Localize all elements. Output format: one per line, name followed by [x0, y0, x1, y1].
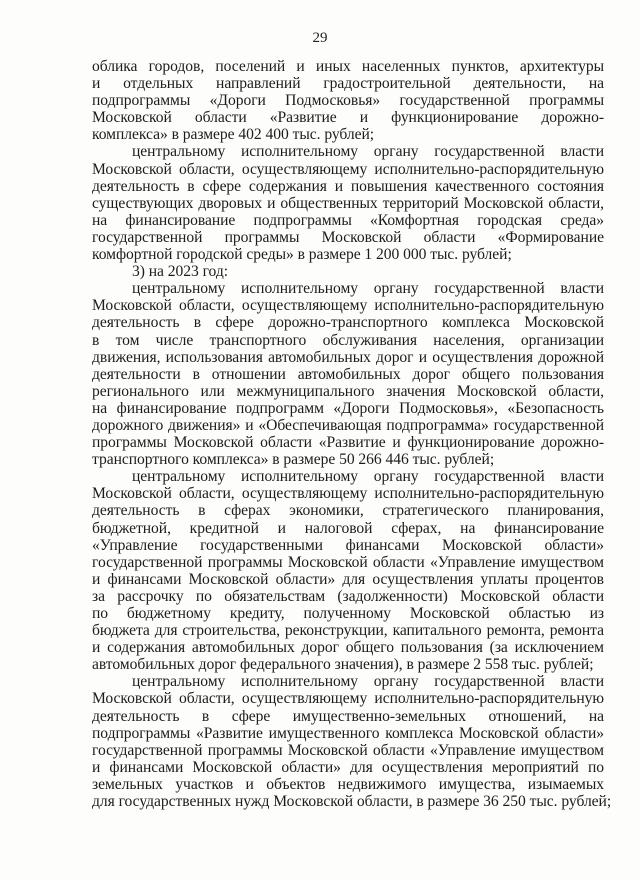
- text-line: движения, использования автомобильных дорог и осуществления дорожной: [92, 348, 604, 366]
- text-line: Московской области, осуществляющему исполнительно-распорядительную: [92, 297, 604, 315]
- text-line: Московской области «Развитие и функционирование дорожно-: [92, 109, 604, 127]
- text-line: бюджета для строительства, реконструкции, капитального ремонта, ремонта: [92, 622, 604, 640]
- text-line: программы Московской области «Развитие и функционирование дорожно-: [92, 434, 604, 452]
- text-line: Московской области, осуществляющему исполнительно-распорядительную: [92, 485, 604, 503]
- text-line: деятельность в сфере дорожно-транспортного комплекса Московской: [92, 314, 604, 332]
- page-number: 29: [312, 30, 328, 46]
- text-line: Московской области, осуществляющему исполнительно-распорядительную: [92, 690, 604, 708]
- text-line: государственной программы Московской области «Управление имуществом: [92, 741, 604, 759]
- text-line: дорожного движения» и «Обеспечивающая подпрограмма» государственной: [92, 416, 604, 434]
- document-body: [92, 58, 612, 811]
- text-line: на финансирование подпрограмм «Дороги Подмосковья», «Безопасность: [92, 399, 604, 417]
- text-line: Московской области, осуществляющему исполнительно-распорядительную: [92, 160, 604, 178]
- text-line: по бюджетному кредиту, полученному Московской областью из: [92, 605, 604, 622]
- text-line: государственной программы Московской области «Формирование: [92, 228, 604, 246]
- text-line: транспортного комплекса» в размере 50 266 446 тыс. рублей;: [92, 451, 495, 469]
- text-line: и финансами Московской области» для осуществления мероприятий по: [92, 758, 604, 776]
- text-line: центральному исполнительному органу государственной власти: [132, 673, 604, 691]
- text-line: деятельность в сфере содержания и повышения качественного состояния: [92, 177, 604, 195]
- text-line: государственной программы Московской области «Управление имуществом: [92, 553, 604, 571]
- text-line: регионального или межмуниципального значения Московской области,: [92, 382, 604, 400]
- text-line: подпрограммы «Дороги Подмосковья» государственной программы: [92, 92, 604, 110]
- text-line: на финансирование подпрограммы «Комфортная городская среда»: [92, 211, 604, 229]
- text-line: и содержания автомобильных дорог общего пользования (за исключением: [92, 639, 604, 657]
- text-line: подпрограммы «Развитие имущественного комплекса Московской области»: [92, 724, 604, 742]
- text-line: в том числе транспортного обслуживания населения, организации: [92, 331, 604, 349]
- text-line: комплекса» в размере 402 400 тыс. рублей;: [92, 126, 375, 144]
- text-line: для государственных нужд Московской области, в размере 36 250 тыс. рублей;: [92, 793, 612, 811]
- text-line: «Управление государственными финансами Московской области»: [92, 536, 604, 554]
- text-line: комфортной городской среды» в размере 1 200 000 тыс. рублей;: [92, 246, 512, 264]
- text-line: облика городов, поселений и иных населенных пунктов, архитектуры: [92, 58, 604, 75]
- text-line: деятельность в сферах экономики, стратегического планирования,: [92, 502, 604, 520]
- text-line: 3) на 2023 год:: [132, 263, 229, 281]
- text-line: и отдельных направлений градостроительной деятельности, на: [92, 75, 604, 93]
- text-line: деятельности в отношении автомобильных дорог общего пользования: [92, 365, 604, 383]
- text-line: бюджетной, кредитной и налоговой сферах, на финансирование: [92, 519, 604, 537]
- text-line: центральному исполнительному органу государственной власти: [132, 143, 604, 161]
- text-line: центральному исполнительному органу государственной власти: [132, 468, 604, 486]
- text-line: автомобильных дорог федерального значения), в размере 2 558 тыс. рублей;: [92, 656, 594, 674]
- text-line: существующих дворовых и общественных территорий Московской области,: [92, 194, 604, 212]
- text-line: земельных участков и объектов недвижимого имущества, изымаемых: [92, 775, 604, 793]
- text-line: центральному исполнительному органу государственной власти: [132, 280, 604, 298]
- text-line: деятельность в сфере имущественно-земельных отношений, на: [92, 707, 604, 725]
- text-line: и финансами Московской области» для осуществления уплаты процентов: [92, 570, 604, 588]
- text-line: за рассрочку по обязательствам (задолженности) Московской области: [92, 587, 604, 605]
